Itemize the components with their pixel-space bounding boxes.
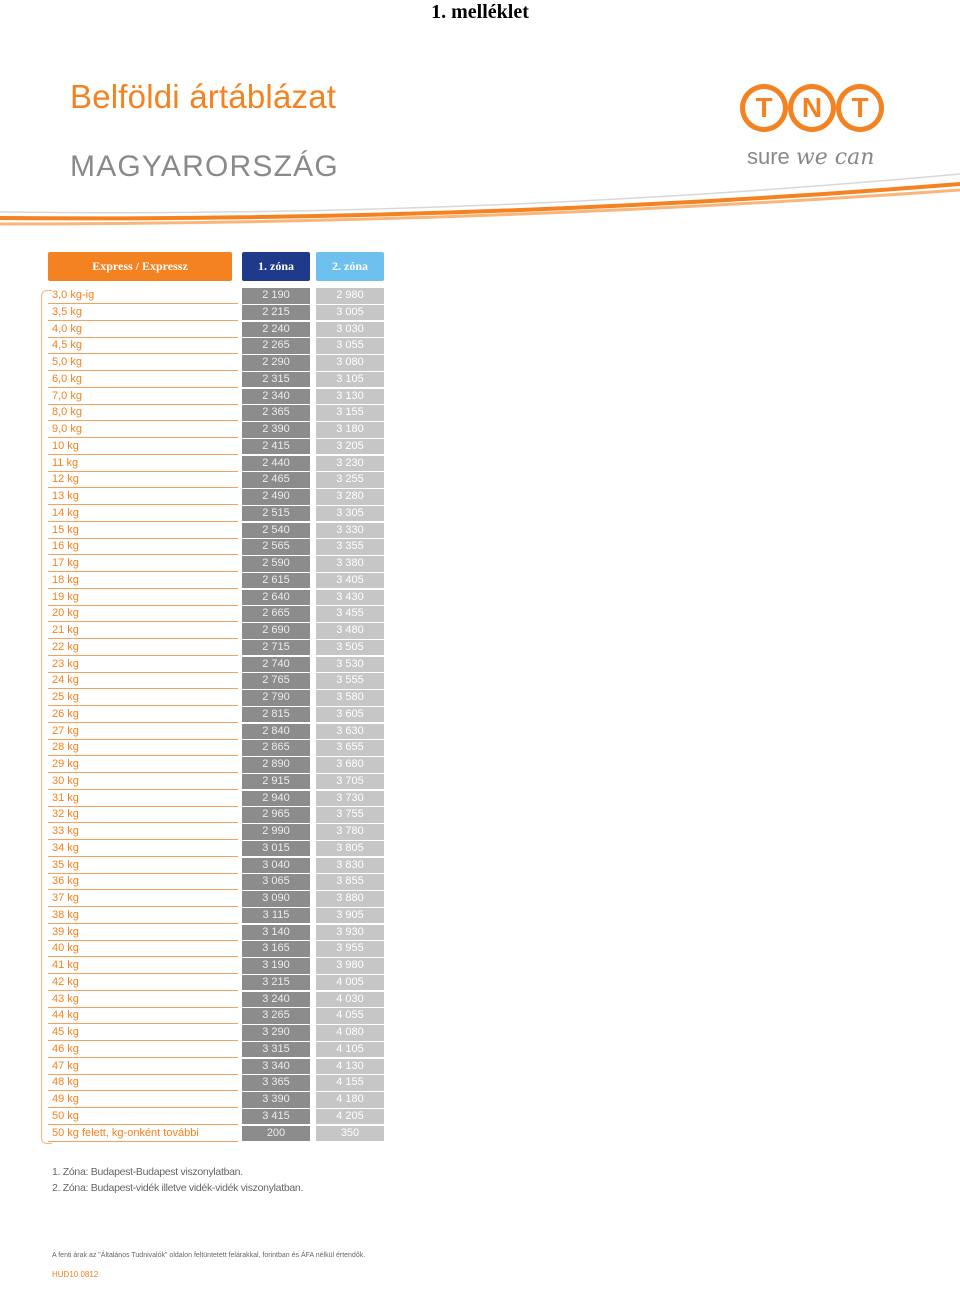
zone1-price: 2 190	[242, 288, 310, 304]
weight-label: 35 kg	[52, 858, 79, 871]
footnote-zone1: 1. Zóna: Budapest-Budapest viszonylatban.	[52, 1166, 243, 1178]
zone2-price: 3 355	[316, 539, 384, 555]
zone1-price: 2 240	[242, 322, 310, 338]
weight-label: 3,0 kg-ig	[52, 289, 95, 301]
zone2-price: 4 105	[316, 1042, 384, 1058]
zone1-price: 2 615	[242, 573, 310, 589]
zone2-price: 4 205	[316, 1109, 384, 1125]
zone2-price: 4 180	[316, 1092, 384, 1108]
page-title: Belföldi ártáblázat	[70, 78, 337, 115]
zone2-price: 3 380	[316, 556, 384, 572]
zone2-price: 3 230	[316, 456, 384, 472]
zone1-price: 2 640	[242, 590, 310, 606]
zone2-price: 3 830	[316, 858, 384, 874]
zone1-price: 2 390	[242, 422, 310, 438]
zone1-price: 3 040	[242, 858, 310, 874]
weight-label: 36 kg	[52, 875, 79, 888]
zone1-price: 200	[242, 1126, 310, 1142]
zone1-price: 2 565	[242, 539, 310, 555]
zone1-price: 2 690	[242, 623, 310, 639]
weight-label: 12 kg	[52, 473, 79, 486]
weight-label: 7,0 kg	[52, 389, 82, 402]
zone2-price: 3 080	[316, 355, 384, 371]
tagline-script: we can	[795, 145, 875, 170]
zone1-price: 2 315	[242, 372, 310, 388]
zone1-price: 3 065	[242, 874, 310, 890]
zone2-price: 4 005	[316, 975, 384, 991]
weight-label: 45 kg	[52, 1026, 79, 1038]
weight-label: 10 kg	[52, 439, 79, 452]
zone2-price: 3 655	[316, 740, 384, 756]
weight-label: 39 kg	[52, 925, 79, 938]
zone2-price: 3 805	[316, 841, 384, 857]
zone1-price: 2 715	[242, 640, 310, 656]
weight-label: 50 kg felett, kg-onként további	[52, 1126, 199, 1139]
weight-label: 4,0 kg	[52, 322, 82, 335]
zone1-price: 2 265	[242, 338, 310, 354]
zone1-price: 2 965	[242, 807, 310, 823]
weight-label: 8,0 kg	[52, 406, 82, 419]
zone2-price: 3 430	[316, 590, 384, 606]
zone2-price: 3 855	[316, 874, 384, 890]
weight-label: 34 kg	[52, 841, 79, 854]
zone1-price: 2 365	[242, 405, 310, 421]
header-swoosh	[0, 160, 960, 230]
zone1-price: 2 490	[242, 489, 310, 505]
weight-label: 4,5 kg	[52, 339, 82, 352]
zone1-price: 2 790	[242, 690, 310, 706]
zone1-price: 3 215	[242, 975, 310, 991]
zone2-price: 3 605	[316, 707, 384, 723]
weight-label: 28 kg	[52, 741, 79, 754]
zone2-price: 3 280	[316, 489, 384, 505]
page-heading: 1. melléklet	[431, 1, 529, 23]
logo-ball	[740, 84, 788, 132]
zone1-price: 2 915	[242, 774, 310, 790]
zone2-price: 3 880	[316, 891, 384, 907]
zone1-price: 2 215	[242, 305, 310, 321]
weight-label: 40 kg	[52, 942, 79, 955]
zone2-price: 3 005	[316, 305, 384, 321]
weight-label: 14 kg	[52, 506, 79, 519]
tagline-plain: sure	[747, 144, 796, 169]
zone2-price: 3 705	[316, 774, 384, 790]
zone2-price: 3 455	[316, 606, 384, 622]
zone2-price: 3 255	[316, 472, 384, 488]
document-code: HUD10 0812	[52, 1270, 99, 1279]
zone2-price: 3 780	[316, 824, 384, 840]
weight-label: 11 kg	[52, 456, 79, 469]
zone1-price: 3 240	[242, 992, 310, 1008]
zone2-price: 350	[316, 1126, 384, 1142]
zone2-price: 3 555	[316, 673, 384, 689]
zone2-price: 4 130	[316, 1059, 384, 1075]
footnote-zone2: 2. Zóna: Budapest-vidék illetve vidék-vidék viszonylatban.	[52, 1182, 304, 1194]
zone2-price: 3 930	[316, 925, 384, 941]
weight-label: 29 kg	[52, 758, 79, 770]
zone1-price: 2 290	[242, 355, 310, 371]
zone1-price: 3 315	[242, 1042, 310, 1058]
logo-letter: T	[841, 89, 879, 127]
weight-label: 32 kg	[52, 808, 79, 821]
weight-label: 30 kg	[52, 774, 79, 787]
weight-label: 16 kg	[52, 540, 79, 553]
zone1-price: 2 865	[242, 740, 310, 756]
zone2-price: 3 155	[316, 405, 384, 421]
weight-label: 20 kg	[52, 607, 79, 620]
zone2-price: 3 755	[316, 807, 384, 823]
zone1-price: 2 890	[242, 757, 310, 773]
zone1-price: 2 940	[242, 791, 310, 807]
header-zone2: 2. zóna	[316, 252, 384, 281]
zone2-price: 4 030	[316, 992, 384, 1008]
weight-label: 3,5 kg	[52, 305, 82, 318]
zone1-price: 2 440	[242, 456, 310, 472]
zone2-price: 3 730	[316, 791, 384, 807]
weight-label: 31 kg	[52, 791, 79, 804]
weight-label: 25 kg	[52, 691, 79, 703]
weight-label: 6,0 kg	[52, 372, 82, 385]
weight-bracket	[41, 290, 52, 1144]
weight-label: 27 kg	[52, 724, 79, 737]
zone1-price: 3 190	[242, 958, 310, 974]
weight-label: 21 kg	[52, 624, 79, 636]
zone1-price: 2 415	[242, 439, 310, 455]
weight-label: 33 kg	[52, 825, 79, 837]
zone2-price: 4 155	[316, 1075, 384, 1091]
zone1-price: 2 340	[242, 389, 310, 405]
zone1-price: 3 090	[242, 891, 310, 907]
zone2-price: 3 530	[316, 657, 384, 673]
zone1-price: 2 540	[242, 523, 310, 539]
zone2-price: 3 180	[316, 422, 384, 438]
weight-label: 9,0 kg	[52, 423, 82, 435]
zone2-price: 3 480	[316, 623, 384, 639]
zone2-price: 3 205	[316, 439, 384, 455]
zone2-price: 3 405	[316, 573, 384, 589]
weight-label: 50 kg	[52, 1109, 79, 1122]
zone1-price: 3 140	[242, 925, 310, 941]
zone2-price: 3 505	[316, 640, 384, 656]
weight-label: 44 kg	[52, 1009, 79, 1022]
zone1-price: 2 740	[242, 657, 310, 673]
weight-label: 41 kg	[52, 959, 79, 971]
weight-label: 18 kg	[52, 573, 79, 586]
zone2-price: 4 055	[316, 1008, 384, 1024]
zone2-price: 2 980	[316, 288, 384, 304]
zone1-price: 3 390	[242, 1092, 310, 1108]
weight-label: 47 kg	[52, 1059, 79, 1072]
zone1-price: 2 665	[242, 606, 310, 622]
weight-label: 37 kg	[52, 892, 79, 904]
logo-ball	[788, 84, 836, 132]
zone1-price: 3 340	[242, 1059, 310, 1075]
weight-label: 22 kg	[52, 640, 79, 653]
weight-label: 38 kg	[52, 908, 79, 921]
zone2-price: 3 580	[316, 690, 384, 706]
header-zone1: 1. zóna	[242, 252, 310, 281]
weight-label: 42 kg	[52, 975, 79, 988]
zone1-price: 2 590	[242, 556, 310, 572]
zone1-price: 3 415	[242, 1109, 310, 1125]
weight-label: 49 kg	[52, 1093, 79, 1105]
zone1-price: 2 465	[242, 472, 310, 488]
header-service: Express / Expressz	[48, 252, 232, 281]
zone1-price: 3 015	[242, 841, 310, 857]
zone2-price: 3 330	[316, 523, 384, 539]
row-underline	[48, 1141, 238, 1142]
weight-label: 23 kg	[52, 657, 79, 670]
weight-label: 17 kg	[52, 557, 79, 569]
weight-label: 5,0 kg	[52, 356, 82, 368]
weight-label: 19 kg	[52, 590, 79, 603]
zone1-price: 3 290	[242, 1025, 310, 1041]
logo-letter: N	[793, 89, 831, 127]
zone1-price: 2 990	[242, 824, 310, 840]
zone1-price: 3 165	[242, 941, 310, 957]
logo-ball	[836, 84, 884, 132]
weight-label: 48 kg	[52, 1076, 79, 1089]
zone2-price: 3 030	[316, 322, 384, 338]
zone1-price: 2 815	[242, 707, 310, 723]
zone2-price: 3 130	[316, 389, 384, 405]
zone2-price: 3 055	[316, 338, 384, 354]
zone1-price: 3 265	[242, 1008, 310, 1024]
zone2-price: 3 980	[316, 958, 384, 974]
zone2-price: 3 680	[316, 757, 384, 773]
logo-letter: T	[745, 89, 783, 127]
disclaimer: A fenti árak az "Általános Tudnivalók" oldalon feltüntetett felárakkal, forintban és ÁFA nélkül értendők.	[52, 1252, 366, 1259]
zone2-price: 4 080	[316, 1025, 384, 1041]
weight-label: 26 kg	[52, 707, 79, 720]
zone2-price: 3 105	[316, 372, 384, 388]
zone1-price: 2 840	[242, 724, 310, 740]
weight-label: 43 kg	[52, 992, 79, 1005]
weight-label: 13 kg	[52, 490, 79, 502]
zone1-price: 2 515	[242, 506, 310, 522]
zone2-price: 3 905	[316, 908, 384, 924]
weight-label: 15 kg	[52, 523, 79, 536]
zone2-price: 3 955	[316, 941, 384, 957]
zone2-price: 3 630	[316, 724, 384, 740]
zone1-price: 3 115	[242, 908, 310, 924]
zone1-price: 2 765	[242, 673, 310, 689]
zone2-price: 3 305	[316, 506, 384, 522]
weight-label: 24 kg	[52, 674, 79, 687]
zone1-price: 3 365	[242, 1075, 310, 1091]
page-subtitle: MAGYARORSZÁG	[70, 150, 339, 183]
weight-label: 46 kg	[52, 1042, 79, 1055]
